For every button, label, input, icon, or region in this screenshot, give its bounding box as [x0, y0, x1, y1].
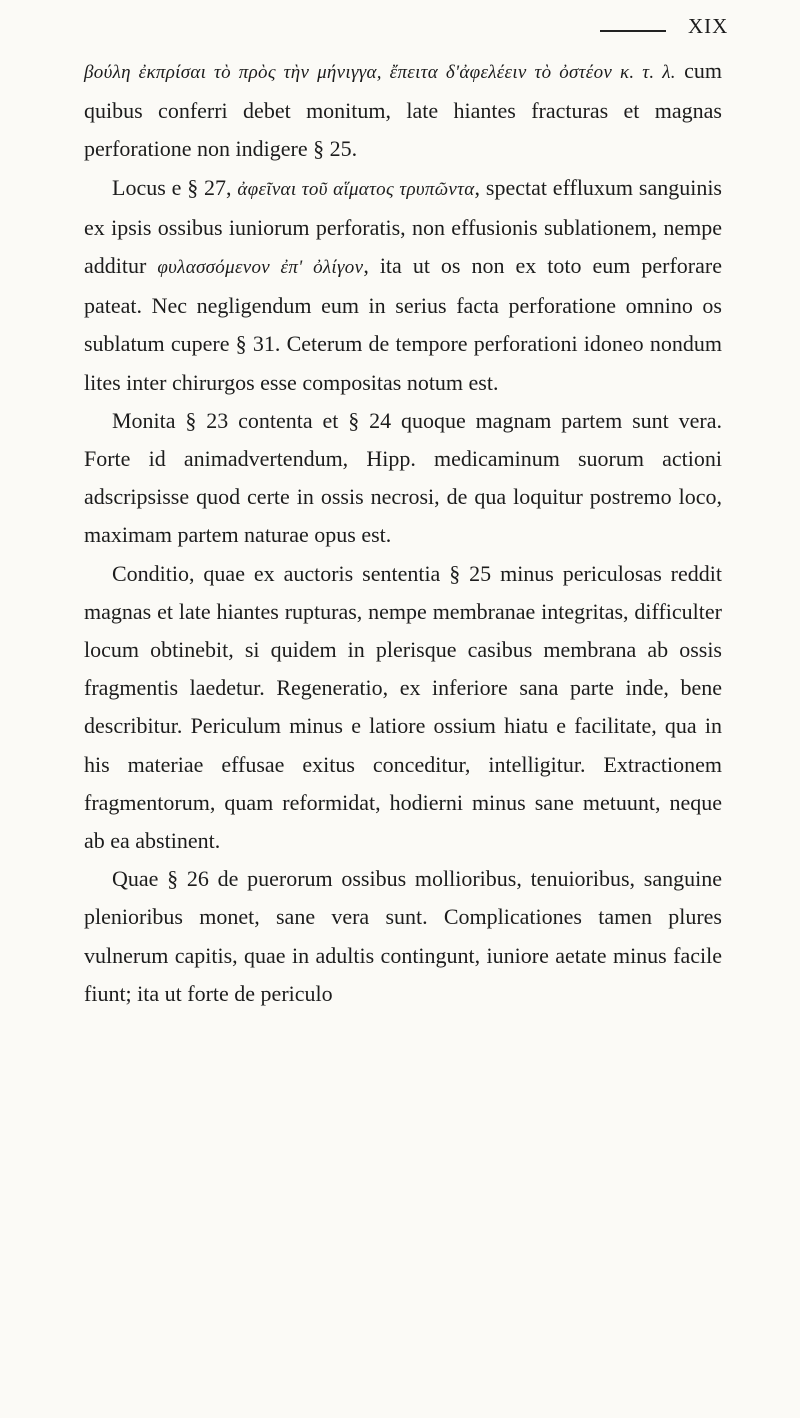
main-text — [84, 52, 722, 1013]
latin-text: , ita ut os non ex toto eum perforare pateat. Nec negligendum eum in serius facta perforatione omnino os sublatum cupere § 31. Ceterum de tempore perforationi idoneo nondum lites inter chirurgos esse compositas notum est. — [84, 253, 722, 395]
header-rule — [600, 30, 666, 32]
latin-text: Locus e § 27, — [112, 174, 238, 200]
page-number: XIX — [688, 14, 729, 38]
greek-quotation: ἀφεῖναι τοῦ αἵματος τρυπῶντα — [237, 178, 475, 200]
greek-quotation: φυλασσόμενον ἐπ' ὀλίγον — [157, 257, 364, 279]
running-head — [600, 14, 760, 44]
latin-text: cum quibus conferri debet monitum, late hiantes fracturas et magnas perforatione non indigere § 25. — [84, 58, 722, 162]
latin-text: , spectat effluxum sanguinis ex ipsis ossibus iuniorum perforatis, non effusionis sublationem, nempe additur — [84, 174, 722, 279]
paragraph-2 — [84, 169, 722, 402]
greek-quotation: βούλη ἐκπρίσαι τὸ πρὸς τὴν μήνιγγα, ἔπειτα δ'ἀφελέειν τὸ ὀστέον κ. τ. λ. — [84, 62, 676, 83]
paragraph-5: Quae § 26 de puerorum ossibus mollioribus, tenuioribus, sanguine plenioribus monet, sane vera sunt. Complicationes tamen plures vulnerum capitis, quae in adultis contingunt, iuniore aetate minus facile fiunt; ita ut forte de periculo — [84, 866, 722, 1006]
paragraph-3: Monita § 23 contenta et § 24 quoque magnam partem sunt vera. Forte id animadvertendum, Hipp. medicaminum suorum actioni adscripsisse quod certe in ossis necrosi, de qua loquitur postremo loco, maximam partem naturae opus est. — [84, 407, 722, 548]
paragraph-1 — [84, 52, 722, 169]
paragraph-4: Conditio, quae ex auctoris sententia § 25 minus periculosas reddit magnas et late hiantes rupturas, nempe membranae integritas, difficulter locum obtinebit, si quidem in plerisque casibus membrana ab ossis fragmentis laedetur. Regeneratio, ex inferiore sana parte inde, bene describitur. Periculum minus e latiore ossium hiatu e facilitate, qua in his materiae effusae exitus conceditur, intelligitur. Extractionem fragmentorum, quam reformidat, hodierni minus sane metuunt, neque ab ea abstinent. — [84, 560, 722, 854]
